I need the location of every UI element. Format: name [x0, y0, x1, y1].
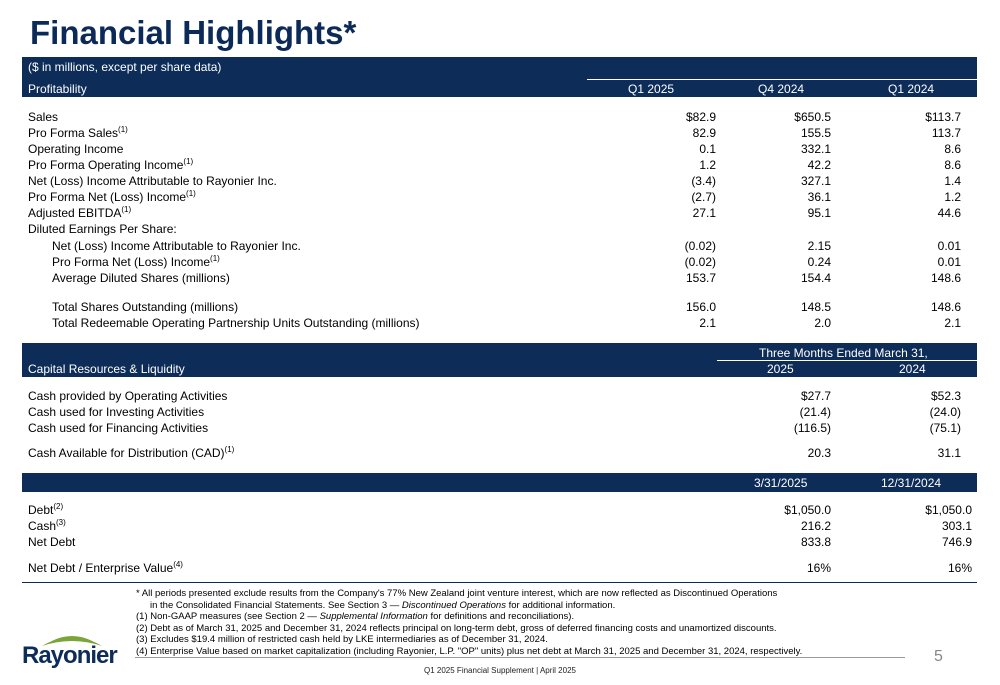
row-value: (24.0): [929, 405, 961, 419]
table-row: [28, 239, 973, 254]
row-value: $650.5: [794, 110, 831, 124]
table-row: [28, 126, 973, 141]
row-label: Debt$^{(2)}$: [28, 502, 64, 517]
footnote-2: (2) Debt as of March 31, 2025 and December 31, 2024 reflects principal on long-term debt, gross of deferred financing costs and unamortized discounts.: [136, 622, 777, 634]
col-3-31-2025: 3/31/2025: [754, 476, 808, 490]
table-row: [28, 190, 973, 205]
row-value: (0.02): [684, 255, 716, 269]
row-value: 156.0: [685, 300, 716, 314]
table-row: [28, 421, 973, 436]
row-value: 153.7: [685, 271, 716, 285]
row-value: 148.6: [930, 271, 961, 285]
row-value: 20.3: [807, 446, 831, 460]
section-capital: Capital Resources & Liquidity: [28, 362, 185, 376]
row-value: 2.15: [807, 239, 831, 253]
row-value: 1.2: [699, 158, 716, 172]
row-label: Diluted Earnings Per Share:: [28, 222, 177, 236]
row-value: 303.1: [941, 519, 972, 533]
footer-text: Q1 2025 Financial Supplement | April 2025: [424, 666, 576, 675]
row-value: 82.9: [692, 126, 716, 140]
row-value: 332.1: [800, 142, 831, 156]
page-title: Financial Highlights*: [30, 14, 357, 51]
row-value: 1.2: [944, 190, 961, 204]
row-value: 327.1: [800, 174, 831, 188]
row-value: $1,050.0: [925, 503, 972, 517]
row-label: Net Debt / Enterprise Value$^{(4)}$: [28, 560, 183, 575]
col-q1-2025: Q1 2025: [628, 82, 675, 96]
col-12-31-2024: 12/31/2024: [881, 476, 942, 490]
row-value: (75.1): [929, 421, 961, 435]
row-label: Pro Forma Net (Loss) Income$^{(1)}$: [52, 254, 220, 269]
row-label: Cash$^{(3)}$: [28, 518, 66, 533]
row-value: 113.7: [931, 126, 961, 140]
row-value: 148.6: [930, 300, 961, 314]
row-value: 8.6: [944, 142, 961, 156]
col-2025: 2025: [767, 362, 794, 376]
row-label: Total Redeemable Operating Partnership Units Outstanding (millions): [52, 316, 420, 330]
row-value: 155.5: [800, 126, 831, 140]
row-value: 154.4: [800, 271, 831, 285]
row-label: Cash provided by Operating Activities: [28, 389, 228, 403]
table-row: [28, 271, 973, 286]
table-row: [28, 316, 973, 331]
row-value: 95.1: [807, 206, 831, 220]
footnote-3: (3) Excludes $19.4 million of restricted cash held by LKE intermediaries as of December 31, 2024.: [136, 634, 548, 645]
row-value: 16%: [806, 561, 831, 575]
row-label: Net (Loss) Income Attributable to Rayonier Inc.: [52, 239, 301, 253]
row-label: Pro Forma Sales$^{(1)}$: [28, 125, 128, 140]
row-value: 16%: [947, 561, 972, 575]
row-value: $52.3: [930, 389, 961, 403]
row-value: (3.4): [691, 174, 716, 188]
footnote-1: (1) Non-GAAP measures (see Section 2 — Supplemental Information for definitions and reconciliations).: [136, 611, 575, 622]
row-label: Cash Available for Distribution (CAD)$^{(1)}$: [28, 445, 235, 460]
row-value: 148.5: [800, 300, 831, 314]
table-row: [28, 389, 973, 404]
footer-rule: [135, 657, 905, 658]
row-value: $113.7: [925, 110, 961, 124]
table-row: [28, 110, 973, 125]
row-value: 42.2: [807, 158, 831, 172]
table-row: [28, 561, 973, 576]
col-q4-2024: Q4 2024: [758, 82, 805, 96]
table-row: [28, 206, 973, 221]
period-label: Three Months Ended March 31,: [759, 346, 928, 360]
row-value: (116.5): [793, 421, 831, 435]
table-row: [28, 300, 973, 315]
row-value: 833.8: [800, 535, 831, 549]
row-label: Net (Loss) Income Attributable to Rayonier Inc.: [28, 174, 277, 188]
capital-header: [22, 343, 977, 377]
table-row: [28, 446, 973, 461]
row-value: (2.7): [691, 190, 716, 204]
row-value: 44.6: [937, 206, 961, 220]
row-label: Average Diluted Shares (millions): [52, 271, 230, 285]
table-row: [28, 535, 973, 550]
page-number: 5: [934, 648, 943, 665]
footnote-star: * All periods presented exclude results from the Company's 77% New Zealand joint venture interest, which are now reflected as Discontinued Operations: [136, 588, 778, 599]
footnote-4: (4) Enterprise Value based on market capitalization (including Rayonier, L.P. "OP" units) plus net debt at March 31, 2025 and December 31, 2024, respectively.: [136, 645, 803, 657]
row-value: (0.02): [684, 239, 716, 253]
row-value: $1,050.0: [784, 503, 831, 517]
profitability-header: [22, 57, 977, 97]
table-row: [28, 142, 973, 157]
row-label: Net Debt: [28, 535, 76, 549]
row-value: 2.0: [814, 316, 831, 330]
debt-header: [22, 473, 977, 492]
table-row: [28, 503, 973, 518]
row-value: 746.9: [941, 535, 972, 549]
table-row: [28, 158, 973, 173]
table-row: [28, 405, 973, 420]
row-value: 8.6: [944, 158, 961, 172]
row-value: 36.1: [807, 190, 831, 204]
row-value: 2.1: [699, 316, 716, 330]
row-value: $82.9: [685, 110, 716, 124]
row-value: 0.01: [937, 255, 961, 269]
col-q1-2024: Q1 2024: [888, 82, 935, 96]
row-value: 0.24: [807, 255, 831, 269]
row-value: $27.7: [800, 389, 831, 403]
row-label: Sales: [28, 110, 59, 124]
rayonier-logo: [22, 628, 132, 670]
divider: [22, 582, 977, 583]
row-value: (21.4): [799, 405, 831, 419]
table-row: [28, 519, 973, 534]
row-value: 216.2: [800, 519, 831, 533]
units-note: ($ in millions, except per share data): [28, 60, 222, 74]
footnote-star-cont: in the Consolidated Financial Statements. See Section 3 — Discontinued Operations for additional information.: [150, 599, 616, 611]
row-label: Adjusted EBITDA$^{(1)}$: [28, 205, 132, 220]
logo-text: Rayonier: [22, 642, 117, 669]
row-value: 1.4: [944, 174, 961, 188]
row-value: 0.1: [699, 142, 716, 156]
row-label: Pro Forma Operating Income$^{(1)}$: [28, 157, 194, 172]
row-label: Cash used for Financing Activities: [28, 421, 209, 435]
col-2024: 2024: [899, 362, 926, 376]
row-value: 27.1: [692, 206, 716, 220]
row-value: 31.1: [937, 446, 961, 460]
section-profitability: Profitability: [28, 82, 87, 96]
table-row: [28, 255, 973, 270]
footnotes: [136, 588, 802, 657]
row-label: Operating Income: [28, 142, 124, 156]
table-row: [28, 174, 973, 189]
row-label: Total Shares Outstanding (millions): [52, 300, 239, 314]
row-label: Pro Forma Net (Loss) Income$^{(1)}$: [28, 189, 196, 204]
row-value: 2.1: [944, 316, 961, 330]
table-row: [28, 222, 973, 237]
row-label: Cash used for Investing Activities: [28, 405, 205, 419]
row-value: 0.01: [937, 239, 961, 253]
